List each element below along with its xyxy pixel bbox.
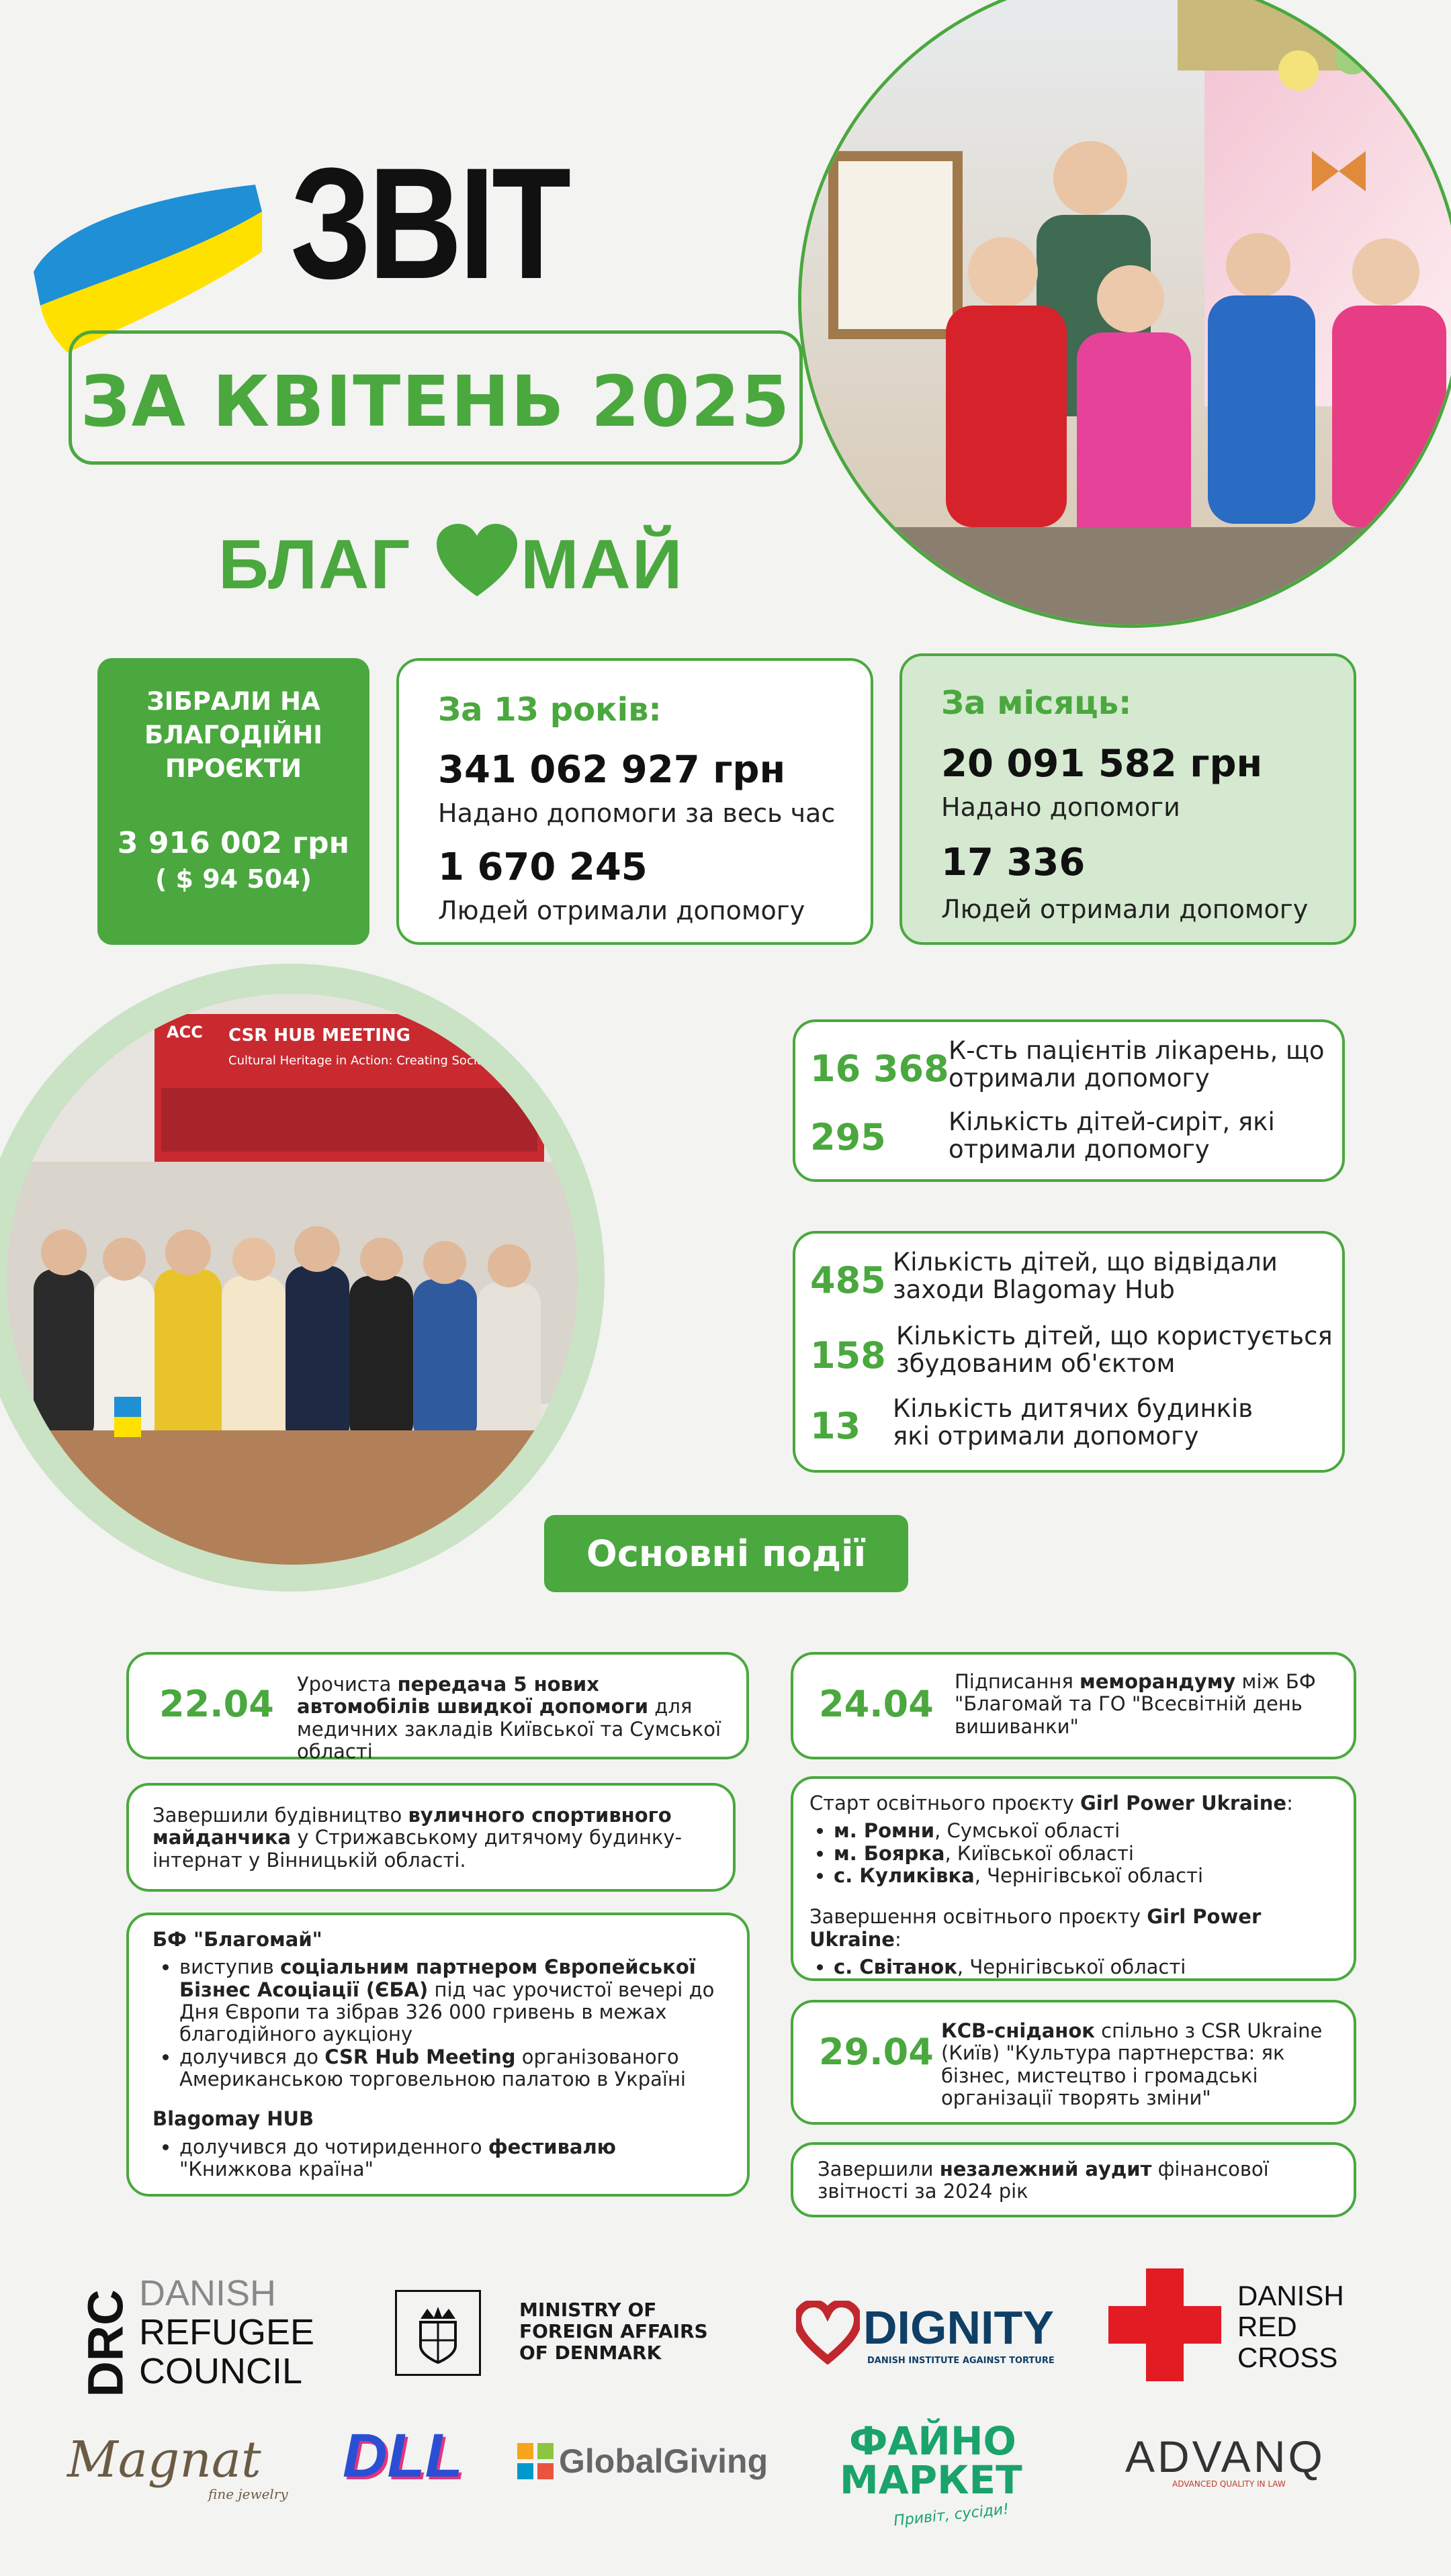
counter-patients-value: 16 368 bbox=[810, 1048, 949, 1090]
drc-mark: DRC bbox=[77, 2289, 134, 2397]
advanq-name: ADVANQ bbox=[1125, 2432, 1325, 2481]
mfa-line3: OF DENMARK bbox=[519, 2342, 662, 2364]
dignity-logo bbox=[796, 2297, 1065, 2371]
advanq-tagline: ADVANCED QUALITY IN LAW bbox=[1172, 2479, 1286, 2489]
counters-card-a bbox=[793, 1019, 1345, 1182]
redcross-line1: DANISH bbox=[1237, 2280, 1344, 2311]
month-people: 17 336 bbox=[941, 841, 1086, 884]
globalgiving-logo bbox=[517, 2438, 773, 2485]
event-text: Завершили незалежний аудит фінансової звітності за 2024 рік bbox=[818, 2158, 1269, 2203]
event-date: 24.04 bbox=[819, 1683, 934, 1725]
drc-line3: COUNCIL bbox=[139, 2351, 303, 2391]
faino-line2: МАРКЕТ bbox=[840, 2457, 1022, 2503]
heart-icon bbox=[437, 524, 517, 599]
event-text: Урочиста передача 5 нових автомобілів швидкої допомоги для медичних закладів Київської та Сумської області bbox=[297, 1673, 721, 1763]
drc-line1: DANISH bbox=[139, 2273, 277, 2313]
collected-card bbox=[97, 658, 369, 945]
event-csr-breakfast bbox=[791, 2000, 1356, 2125]
month-help-label: Надано допомоги bbox=[941, 792, 1180, 822]
years-help-label: Надано допомоги за весь час bbox=[438, 798, 836, 828]
report-month-box bbox=[69, 330, 803, 465]
event-date: 22.04 bbox=[159, 1683, 274, 1725]
magnat-tagline: fine jewelry bbox=[208, 2486, 288, 2502]
event-text: Старт освітнього проєкту Girl Power Ukraine: • м. Ромни, Сумської області • м. Боярка, Київської області • с. Куликівка, Чернігівської області Завершення освітнього проєкту Girl Power Ukraine: • с. Світанок, Чернігівської області bbox=[809, 1792, 1347, 1978]
years-help-sum: 341 062 927 грн bbox=[438, 748, 786, 792]
collected-usd: ( $ 94 504) bbox=[155, 864, 312, 894]
report-title: ЗВІТ bbox=[290, 135, 568, 312]
logo-left: БЛАГ bbox=[218, 526, 412, 604]
mfa-line1: MINISTRY OF bbox=[519, 2299, 657, 2321]
drc-line2: REFUGEE bbox=[139, 2312, 315, 2352]
counter-homes-label: Кількість дитячих будинків які отримали допомогу bbox=[893, 1394, 1254, 1451]
event-foundation-activities bbox=[126, 1913, 750, 2197]
counter-orphans-value: 295 bbox=[810, 1116, 886, 1158]
faino-line1: ФАЙНО bbox=[849, 2418, 1016, 2464]
counter-patients-label: К-сть пацієнтів лікарень, що отримали допомогу bbox=[949, 1036, 1325, 1093]
event-date: 29.04 bbox=[819, 2031, 934, 2073]
event-screen-brand: ACC bbox=[167, 1023, 203, 1042]
report-month: ЗА КВІТЕНЬ 2025 bbox=[80, 361, 791, 443]
dignity-name: DIGNITY bbox=[863, 2301, 1054, 2354]
event-memorandum bbox=[791, 1652, 1356, 1759]
children-photo bbox=[798, 0, 1451, 628]
globalgiving-flower-icon bbox=[517, 2443, 554, 2479]
event-screen-subtitle: Cultural Heritage in Action: Creating Social Impact bbox=[228, 1054, 533, 1068]
collected-sum: 3 916 002 грн bbox=[117, 825, 350, 860]
logo-right: МАЙ bbox=[521, 526, 684, 604]
event-text: КСВ-сніданок спільно з CSR Ukraine (Київ) "Культура партнерства: як бізнес, мистецтво і громадські організації творять зміни" bbox=[941, 2019, 1323, 2110]
mfa-line2: FOREIGN AFFAIRS bbox=[519, 2320, 708, 2342]
event-girl-power bbox=[791, 1776, 1356, 1981]
counters-card-b bbox=[793, 1231, 1345, 1473]
event-screen-title: CSR HUB MEETING bbox=[228, 1025, 411, 1046]
crown-crest-icon bbox=[395, 2290, 481, 2376]
red-cross-icon bbox=[1108, 2268, 1221, 2381]
danish-red-cross-logo bbox=[1108, 2268, 1357, 2383]
dignity-tagline: DANISH INSTITUTE AGAINST TORTURE bbox=[867, 2356, 1055, 2366]
counter-homes-value: 13 bbox=[810, 1405, 861, 1447]
month-heading: За місяць: bbox=[941, 684, 1132, 722]
dll-logo bbox=[343, 2421, 464, 2495]
counter-hub-label: Кількість дітей, що відвідали заходи Blagomay Hub bbox=[893, 1248, 1278, 1305]
years-heading: За 13 років: bbox=[438, 691, 662, 729]
counter-object-label: Кількість дітей, що користується збудованим об'єктом bbox=[896, 1322, 1333, 1379]
faino-tagline: Привіт, сусіди! bbox=[893, 2501, 1010, 2530]
counter-hub-value: 485 bbox=[810, 1259, 886, 1301]
event-audit bbox=[791, 2142, 1356, 2217]
event-sports-ground bbox=[126, 1783, 736, 1892]
dignity-heart-icon bbox=[796, 2301, 860, 2364]
month-help-sum: 20 091 582 грн bbox=[941, 742, 1263, 786]
years-people: 1 670 245 bbox=[438, 845, 648, 889]
collected-label: ЗІБРАЛИ НА БЛАГОДІЙНІ ПРОЄКТИ bbox=[144, 687, 323, 783]
redcross-line3: CROSS bbox=[1237, 2342, 1338, 2373]
years-card bbox=[396, 658, 873, 945]
event-text: Підписання меморандуму між БФ "Благомай та ГО "Всесвітній день вишиванки" bbox=[955, 1670, 1316, 1738]
magnat-logo bbox=[67, 2431, 309, 2505]
advanq-logo bbox=[1125, 2431, 1347, 2491]
magnat-name: Magnat bbox=[67, 2431, 261, 2489]
drc-logo bbox=[77, 2273, 315, 2397]
event-text: Завершили будівництво вуличного спортивного майданчика у Стрижавському дитячому будинку-інтернат у Вінницькій області. bbox=[152, 1804, 683, 1872]
blagomay-logo bbox=[218, 518, 684, 604]
faino-market-logo bbox=[840, 2418, 1061, 2532]
events-heading: Основні події bbox=[544, 1515, 908, 1592]
event-photo bbox=[7, 994, 578, 1565]
month-people-label: Людей отримали допомогу bbox=[941, 894, 1309, 924]
years-people-label: Людей отримали допомогу bbox=[438, 896, 805, 925]
counter-orphans-label: Кількість дітей-сиріт, які отримали допомогу bbox=[949, 1107, 1275, 1164]
counter-object-value: 158 bbox=[810, 1334, 886, 1377]
globalgiving-name: GlobalGiving bbox=[559, 2442, 768, 2480]
month-card bbox=[899, 653, 1356, 945]
redcross-line2: RED bbox=[1237, 2311, 1297, 2342]
mfa-denmark-logo bbox=[395, 2290, 711, 2377]
dll-name: DLL bbox=[343, 2422, 463, 2490]
event-text: БФ "Благомай" • виступив соціальним партнером Європейської Бізнес Асоціації (ЄБА) під час урочистої вечері до Дня Європи та зібрав 326 000 гривень в межах благодійного аукціону • долучився до CSR Hub Meeting організованого Американською торговельною палатою в Україні Blagomay HUB • долучився до чотириденного фестивалю "Книжкова країна" bbox=[152, 1929, 730, 2180]
event-ambulances bbox=[126, 1652, 749, 1763]
